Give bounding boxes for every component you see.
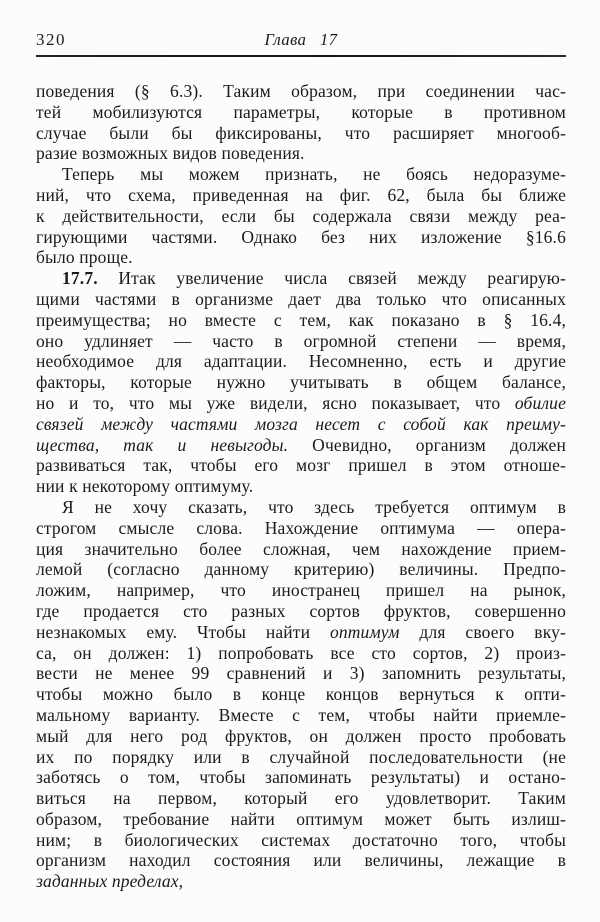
text-line: факторы, которые нужно учитывать в общем балансе,: [36, 372, 566, 393]
text-line: было проще.: [36, 247, 133, 268]
text-line: случае были бы фиксированы, что расширяет многооб-: [36, 122, 566, 143]
chapter-title: Глава 17: [264, 30, 338, 49]
text-line: необходимое для адаптации. Несомненно, есть и другие: [36, 351, 566, 372]
text-line: ложим, например, что иностранец пришел на рынок,: [36, 580, 566, 601]
text-line: ний, что схема, приведенная на фиг. 62, была бы ближе: [36, 184, 566, 205]
text-line: где продается сто разных сортов фруктов, совершенно: [36, 600, 566, 621]
text-line: к действительности, если бы содержала связи между реа-: [36, 205, 566, 226]
emphasis-text: щества, так и невыгоды.: [36, 434, 289, 455]
text-line: гирующими частями. Однако без них изложение §16.6: [36, 226, 566, 247]
text-line: разие возможных видов поведения.: [36, 143, 305, 164]
text-line: мальному варианту. Вместе с тем, чтобы найти приемле-: [36, 704, 566, 725]
header-rule: [36, 55, 566, 57]
text-line: ним; в биологических системах достаточно того, чтобы: [36, 829, 566, 850]
text-line: преимущества; но вместе с тем, как показано в § 16.4,: [36, 309, 566, 330]
text-line: но и то, что мы уже видели, ясно показывает, что обилие: [36, 392, 566, 413]
text-line: Теперь мы можем признать, не боясь недоразуме-: [62, 164, 566, 185]
text-line: лемой (согласно данному критерию) величины. Предпо-: [36, 559, 566, 580]
emphasis-text: оптимум: [329, 621, 400, 642]
emphasis-text: обилие: [514, 392, 566, 413]
page-header: [36, 30, 566, 52]
text-line: развиваться так, чтобы его мозг пришел в этом отноше-: [36, 455, 566, 476]
text-line: их по порядку или в случайной последовательности (не: [36, 746, 566, 767]
page-body: [36, 81, 566, 892]
text-line: нии к некоторому оптимуму.: [36, 476, 254, 497]
text-line: са, он должен: 1) попробовать все сто сортов, 2) произ-: [36, 642, 566, 663]
text-line: [36, 871, 566, 892]
text-line: вести не менее 99 сравнений и 3) запомнить результаты,: [36, 663, 566, 684]
text-line: 17.7. Итак увеличение числа связей между реагирую-: [62, 268, 566, 289]
text-line: ция значительно более сложная, чем нахождение прием-: [36, 538, 566, 559]
page-number: 320: [36, 30, 66, 49]
text-line: строгом смысле слова. Нахождение оптимума — опера-: [36, 517, 566, 538]
text-line: заботясь о том, чтобы запоминать результаты) и остано-: [36, 767, 566, 788]
text-line: незнакомых ему. Чтобы найти оптимум для своего вку-: [36, 621, 566, 642]
text-line: мый для него род фруктов, он должен просто пробовать: [36, 725, 566, 746]
text-line: образом, требование найти оптимум может быть излиш-: [36, 808, 566, 829]
text-line: чтобы можно было в конце концов вернуться к опти-: [36, 684, 566, 705]
text-line: поведения (§ 6.3). Таким образом, при соединении час-: [36, 81, 566, 101]
text-line: тей мобилизуются параметры, которые в противном: [36, 101, 566, 122]
text-line: организм находил состояния или величины, лежащие в: [36, 850, 566, 871]
text-line: щими частями в организме дает два только что описанных: [36, 288, 566, 309]
text-line: щества, так и невыгоды. Очевидно, организм должен: [36, 434, 566, 455]
emphasis-text: связей между частями мозга несет с собой как преиму-: [36, 413, 566, 434]
text-line: оно удлиняет — часто в огромной степени — время,: [36, 330, 566, 351]
section-number: 17.7.: [62, 268, 98, 289]
text-line: виться на первом, который его удовлетворит. Таким: [36, 788, 566, 809]
text-line: Я не хочу сказать, что здесь требуется оптимум в: [62, 496, 566, 517]
text-line: [36, 414, 566, 435]
emphasis-text: заданных пределах,: [36, 871, 184, 892]
